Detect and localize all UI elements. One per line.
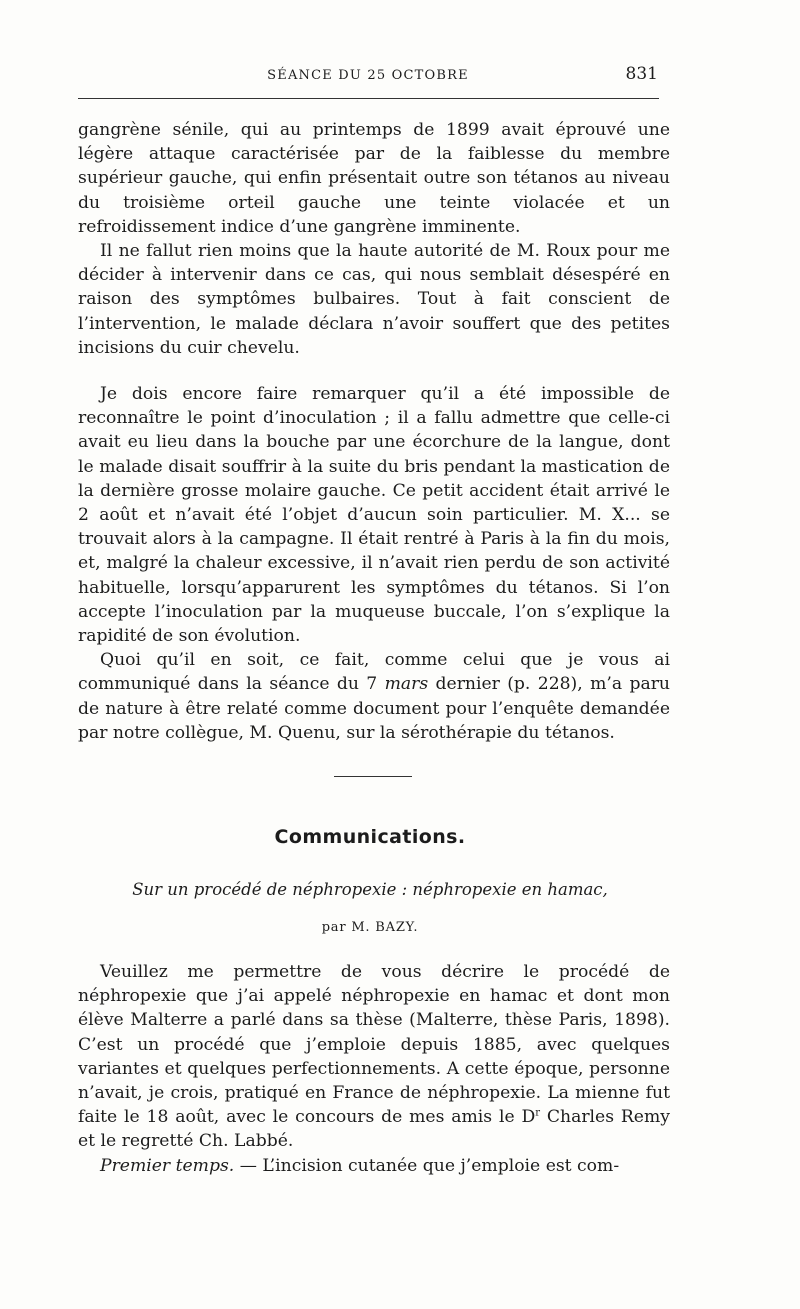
paragraph: gangrène sénile, qui au printemps de 1899 avait éprouvé une légère attaque caractérisée par de la faiblesse du membre supérieur gauche, qui enfin présentait outre son tétanos au niveau du troisième orteil gauche une teinte violacée et un refroidissement indice d’une gangrène imminente. xyxy=(78,120,670,237)
page-number: 831 xyxy=(625,64,658,84)
paragraph xyxy=(78,648,670,745)
running-head xyxy=(78,64,658,88)
italic-text: mars xyxy=(384,674,429,695)
byline xyxy=(0,920,740,935)
paragraph xyxy=(78,960,670,1154)
text-run: Veuillez me permettre de vous décrire le procédé de néphropexie que j’ai appelé néphropexie en hamac et dont mon élève Malterre a parlé dans sa thèse (Malterre, thèse Paris, 1898). C’est un procédé que j’emploie depuis 1885, avec quelques variantes et quelques perfectionnements. A cette époque, personne n’avait, je crois, pratiqué en France de néphropexie. La mienne fut faite le 18 août, avec le concours de mes amis le xyxy=(78,962,670,1128)
text-run: dernier (p. 228), m’a paru de nature à être relaté comme document pour l’enquête demandée par notre collègue, M. Quenu, sur la sérothérapie du tétanos. xyxy=(78,674,670,743)
text-run: — L’incision cutanée que j’emploie est com- xyxy=(234,1155,620,1176)
byline-prefix: par xyxy=(321,920,347,935)
text-run: Charles Remy et le regretté Ch. Labbé. xyxy=(78,1107,670,1152)
text-block-remarks xyxy=(78,382,670,745)
running-title: SÉANCE DU 25 OCTOBRE xyxy=(267,68,469,83)
text-run: Quoi qu’il en soit, ce fait, comme celui que je vous ai communiqué dans la séance du 7 xyxy=(78,650,670,695)
text-block-continuation xyxy=(78,118,670,360)
paragraph xyxy=(78,1154,670,1178)
section-title: Communications. xyxy=(274,826,466,848)
section-separator xyxy=(334,776,412,777)
author-name: M. BAZY. xyxy=(351,920,419,935)
article-title: Sur un procédé de néphropexie : néphropexie en hamac, xyxy=(132,880,608,899)
paragraph: Je dois encore faire remarquer qu’il a été impossible de reconnaître le point d’inoculation ; il a fallu admettre que celle-ci avait eu lieu dans la bouche par une écorchure de la langue, dont le malade disait souffrir à la suite du bris pendant la mastication de la dernière grosse molaire gauche. Ce petit accident était arrivé le 2 août et n’avait été l’objet d’aucun soin particulier. M. X... se trouvait alors à la campagne. Il était rentré à Paris à la fin du mois, et, malgré la chaleur excessive, il n’avait rien perdu de son activité habituelle, lorsqu’apparurent les symptômes du tétanos. Si l’on accepte l’inoculation par la muqueuse buccale, l’on s’explique la rapidité de son évolution. xyxy=(78,384,670,647)
paragraph: Il ne fallut rien moins que la haute autorité de M. Roux pour me décider à intervenir dans ce cas, qui nous semblait désespéré en raison des symptômes bulbaires. Tout à fait conscient de l’intervention, le malade déclara n’avoir souffert que des petites incisions du cuir chevelu. xyxy=(78,241,670,358)
abbrev-dr: D xyxy=(521,1107,536,1128)
text-block-article xyxy=(78,960,670,1178)
header-rule xyxy=(78,98,659,99)
superscript: r xyxy=(535,1107,541,1119)
italic-text: Premier temps. xyxy=(100,1155,235,1176)
